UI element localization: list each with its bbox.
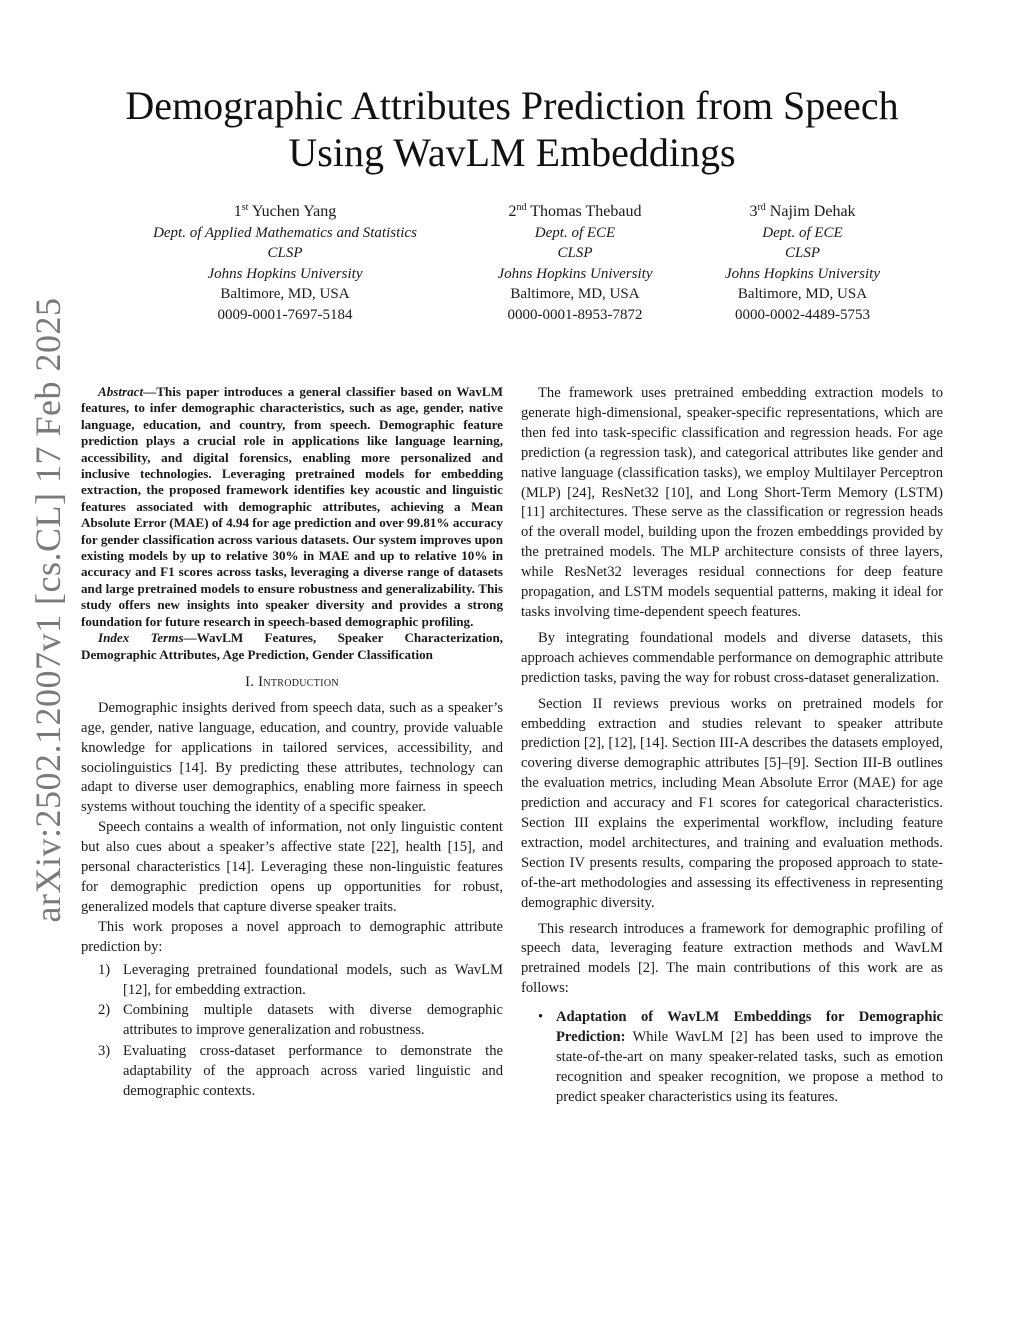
section-heading-introduction: I. Introduction [245, 673, 339, 690]
author-university: Johns Hopkins University [725, 265, 880, 282]
author-location: Baltimore, MD, USA [510, 286, 640, 303]
author-university: Johns Hopkins University [207, 265, 363, 282]
author-ordinal: 2 [508, 203, 517, 220]
author-2 [475, 202, 675, 326]
list-item-number: 2) [98, 1002, 111, 1019]
arxiv-side-stamp: arXiv:2502.12007v1 [cs.CL] 17 Feb 2025 [28, 297, 68, 923]
author-university: Johns Hopkins University [497, 265, 653, 282]
title-line-1: Demographic Attributes Prediction from Speech [125, 83, 899, 128]
author-1 [110, 202, 460, 326]
bullet-item [521, 1008, 943, 1108]
author-location: Baltimore, MD, USA [737, 286, 868, 303]
intro-paragraph-2: Speech contains a wealth of information, not only linguistic content but also cues about a speaker’s affective state [22], health [15], and personal characteristics [14]. Leveraging these non-linguistic features for demographic prediction opens up opportunities for robust, generalized models that capture diverse speaker traits. [81, 819, 503, 915]
author-lab: CLSP [557, 245, 593, 262]
author-3 [700, 202, 905, 326]
list-item-number: 3) [98, 1043, 111, 1060]
abstract [81, 384, 503, 630]
body-paragraph-2: By integrating foundational models and diverse datasets, this approach achieves commendable performance on demographic attribute prediction tasks, paving the way for robust cross-dataset generalization. [521, 629, 943, 686]
index-terms-text: —WavLM Features, Speaker Characterization, Demographic Attributes, Age Prediction, Gender Classification [81, 630, 504, 662]
author-lab: CLSP [784, 245, 820, 262]
list-item [81, 1001, 503, 1041]
list-item [81, 1042, 503, 1102]
author-location: Baltimore, MD, USA [220, 286, 350, 303]
index-terms-label: Index Terms [98, 630, 184, 646]
author-orcid: 0000-0001-8953-7872 [507, 306, 643, 323]
body-paragraph-4: This research introduces a framework for demographic profiling of speech data, leveraging feature extraction methods and WavLM pretrained models [2]. The main contributions of this work are as follows: [521, 920, 943, 997]
abstract-text: This paper introduces a general classifier based on WavLM features, to infer demographic characteristics, such as age, gender, native language, education, and country, from speech. Demographic feature prediction plays a crucial role in applications like language learning, accessibility, and digital forensics, enabling more personalized and inclusive technologies. Leveraging pretrained models for embedding extraction, the proposed framework identifies key acoustic and linguistic features associated with demographic attributes, achieving a Mean Absolute Error (MAE) of 4.94 for age prediction and over 99.81% accuracy for gender classification across various datasets. Our system improves upon existing models by up to relative 30% in MAE and up to relative 10% in accuracy and F1 scores across tasks, leveraging a diverse range of datasets and large pretrained models to ensure robustness and generalizability. This study offers new insights into speaker diversity and provides a strong foundation for future research in speech-based demographic profiling. [81, 384, 503, 629]
paper-title [80, 82, 944, 176]
approach-list [81, 961, 503, 1102]
intro-paragraph-3: This work proposes a novel approach to demographic attribute prediction by: [81, 918, 503, 955]
author-ordinal: 1 [233, 203, 242, 220]
body-paragraph-1: The framework uses pretrained embedding extraction models to generate high-dimensional, speaker-specific representations, which are then fed into task-specific classification and regression heads. For age prediction (a regression task), and categorical attributes like gender and native language (classification tasks), we employ Multilayer Perceptron (MLP) [24], ResNet32 [10], and Long Short-Term Memory (LSTM) [11] architectures. These serve as the classification or regression heads of the overall model, building upon the frozen embeddings provided by the pretrained models. The MLP architecture consists of three layers, while ResNet32 leverages residual connections for deep feature propagation, and LSTM models sequential patterns, making it ideal for tasks involving time-dependent speech features. [521, 385, 943, 620]
index-terms [81, 630, 503, 663]
bullet-dot: • [538, 1009, 544, 1026]
list-item-number: 1) [98, 961, 111, 978]
abstract-label: Abstract— [98, 384, 157, 399]
author-name: Thomas Thebaud [530, 203, 642, 220]
author-dept: Dept. of Applied Mathematics and Statistics [153, 224, 417, 241]
author-ordinal-suffix: st [241, 202, 249, 213]
right-column [521, 384, 943, 1108]
author-orcid: 0009-0001-7697-5184 [217, 306, 353, 323]
bullet-text: While WavLM [2] has been used to improve the state-of-the-art on many speaker-related tasks, such as emotion recognition and speaker recognition, we propose a method to predict speaker characteristics using its features. [556, 1029, 943, 1105]
list-item-text: Combining multiple datasets with diverse demographic attributes to improve generalization and robustness. [123, 1002, 503, 1039]
author-ordinal-suffix: rd [757, 202, 766, 213]
author-dept: Dept. of ECE [762, 224, 843, 241]
left-column [81, 384, 503, 1103]
author-name: Yuchen Yang [251, 203, 337, 220]
list-item-text: Evaluating cross-dataset performance to demonstrate the adaptability of the approach across varied linguistic and demographic contexts. [123, 1043, 503, 1100]
author-ordinal: 3 [749, 203, 758, 220]
bullet-heading: Adaptation of WavLM Embeddings for Demographic Prediction: [556, 1009, 943, 1046]
list-item-text: Leveraging pretrained foundational models, such as WavLM [12], for embedding extraction. [123, 961, 503, 998]
author-dept: Dept. of ECE [534, 224, 616, 241]
author-orcid: 0000-0002-4489-5753 [735, 306, 870, 323]
author-lab: CLSP [267, 245, 303, 262]
author-ordinal-suffix: nd [516, 202, 527, 213]
title-line-2: Using WavLM Embeddings [288, 130, 736, 175]
contributions-list [521, 1008, 943, 1108]
list-item [81, 961, 503, 1001]
body-paragraph-3: Section II reviews previous works on pretrained models for embedding extraction and studies relevant to speaker attribute prediction [2], [12], [14]. Section III-A describes the datasets employed, covering diverse demographic attributes [5]–[9]. Section III-B outlines the evaluation metrics, including Mean Absolute Error (MAE) for age prediction and accuracy and F1 scores for categorical characteristics. Section III explains the experimental workflow, including feature extraction, model architectures, and training and evaluation methods. Section IV presents results, comparing the proposed approach to state-of-the-art methodologies and assessing its effectiveness in representing demographic diversity. [521, 695, 943, 911]
intro-paragraph-1: Demographic insights derived from speech data, such as a speaker’s age, gender, native language, education, and country, provide valuable knowledge for applications in tailored services, accessibility, and sociolinguistics [14]. By predicting these attributes, technology can adapt to diverse user demographics, enabling more fairness in speech systems without touching the identity of a specific speaker. [81, 699, 503, 816]
author-name: Najim Dehak [769, 203, 856, 220]
